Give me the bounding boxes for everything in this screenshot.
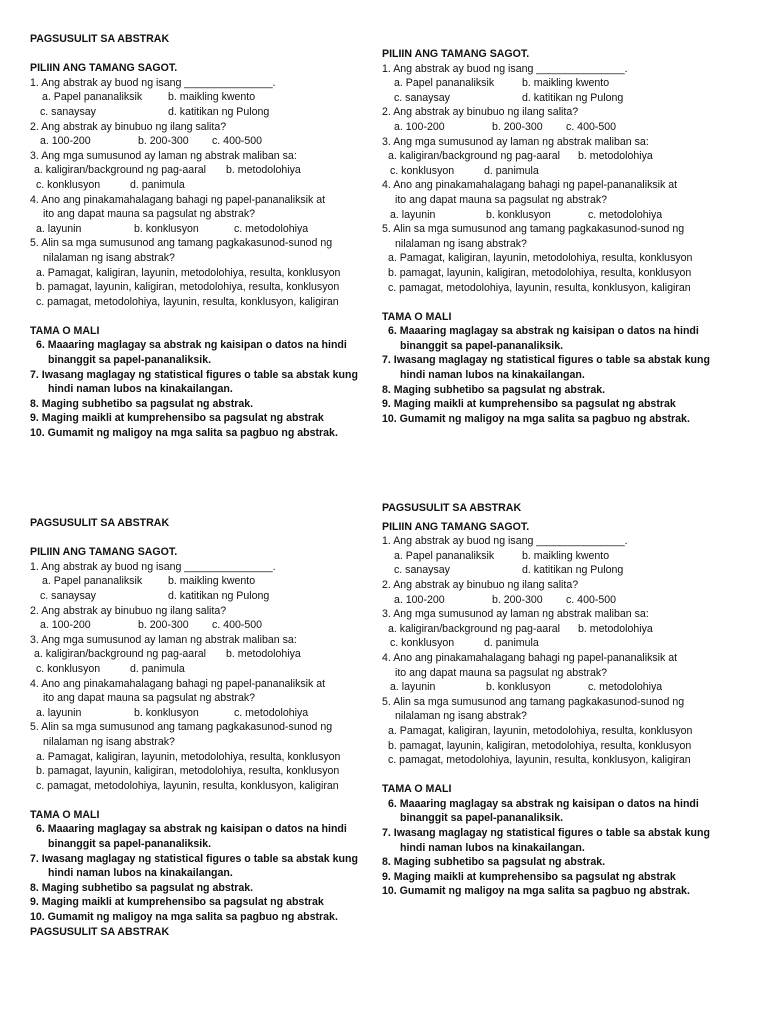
quiz-title-trailing: PAGSUSULIT SA ABSTRAK — [30, 925, 170, 938]
tf-statement-7-continued: hindi naman lubos na kinakailangan. — [48, 867, 233, 880]
option: a. layunin — [390, 681, 436, 694]
question-1: 1. Ang abstrak ay buod ng isang _______________. — [30, 76, 276, 89]
option: c. konklusyon — [390, 637, 455, 650]
option: b. maikling kwento — [522, 77, 610, 90]
quiz-title: PAGSUSULIT SA ABSTRAK — [382, 502, 522, 514]
question-4: 4. Ano ang pinakamahalagang bahagi ng papel-pananaliksik at — [30, 193, 326, 206]
question-3: 3. Ang mga sumusunod ay laman ng abstrak maliban sa: — [30, 149, 297, 162]
question-3-options-row2 — [382, 636, 732, 651]
question-1-options-row1 — [30, 90, 380, 105]
option: c. metodolohiya — [588, 208, 663, 221]
quiz-top-right — [382, 47, 732, 426]
option: c. konklusyon — [36, 662, 101, 675]
option: c. metodolohiya — [234, 222, 309, 235]
question-4: 4. Ano ang pinakamahalagang bahagi ng papel-pananaliksik at — [30, 677, 326, 690]
question-4-continued: ito ang dapat mauna sa pagsulat ng abstrak? — [395, 666, 608, 679]
question-1: 1. Ang abstrak ay buod ng isang _______________. — [30, 560, 276, 573]
option: a. kaligiran/background ng pag-aaral — [34, 648, 206, 661]
option: c. konklusyon — [390, 164, 455, 177]
tf-statement-6: 6. Maaaring maglagay sa abstrak ng kaisipan o datos na hindi — [36, 823, 347, 836]
question-4-options — [382, 680, 732, 695]
option: c. sanaysay — [40, 105, 96, 118]
question-3-options-row1 — [30, 647, 380, 662]
tf-statement-7: 7. Iwasang maglagay ng statistical figures o table sa abstak kung — [382, 354, 710, 367]
question-1-options-row2 — [382, 563, 732, 578]
question-1-options-row1 — [30, 574, 380, 589]
option: c. metodolohiya — [234, 706, 309, 719]
option: c. 400-500 — [212, 619, 263, 632]
question-5: 5. Alin sa mga sumusunod ang tamang pagkakasunod-sunod ng — [382, 223, 685, 236]
option: b. pamagat, layunin, kaligiran, metodolohiya, resulta, konklusyon — [388, 739, 692, 752]
question-1-options-row1 — [382, 76, 732, 91]
option: c. 400-500 — [566, 593, 617, 606]
tf-statement-7: 7. Iwasang maglagay ng statistical figures o table sa abstak kung — [382, 827, 710, 840]
option: a. layunin — [36, 222, 82, 235]
option: a. 100-200 — [394, 120, 445, 133]
section-true-false: TAMA O MALI — [30, 324, 100, 337]
quiz-title: PAGSUSULIT SA ABSTRAK — [30, 33, 170, 45]
tf-statement-8: 8. Maging subhetibo sa pagsulat ng abstrak. — [30, 397, 254, 410]
quiz-top-left — [30, 32, 380, 441]
tf-statement-9: 9. Maging maikli at kumprehensibo sa pagsulat ng abstrak — [382, 870, 676, 883]
tf-statement-7-continued: hindi naman lubos na kinakailangan. — [400, 369, 585, 382]
option: d. panimula — [484, 637, 539, 650]
option: c. sanaysay — [394, 564, 450, 577]
tf-statement-6-continued: binanggit sa papel-pananaliksik. — [400, 812, 564, 825]
question-3: 3. Ang mga sumusunod ay laman ng abstrak maliban sa: — [382, 608, 649, 621]
option: b. konklusyon — [486, 208, 551, 221]
question-3-options-row1 — [30, 163, 380, 178]
question-1-options-row2 — [30, 589, 380, 604]
question-3-options-row2 — [30, 662, 380, 677]
question-1-options-row2 — [382, 91, 732, 106]
question-4: 4. Ano ang pinakamahalagang bahagi ng papel-pananaliksik at — [382, 179, 678, 192]
option: a. kaligiran/background ng pag-aaral — [34, 164, 206, 177]
section-multiple-choice: PILIIN ANG TAMANG SAGOT. — [382, 520, 530, 533]
tf-statement-6-continued: binanggit sa papel-pananaliksik. — [48, 838, 212, 851]
tf-statement-9: 9. Maging maikli at kumprehensibo sa pagsulat ng abstrak — [382, 398, 676, 411]
option: b. pamagat, layunin, kaligiran, metodolohiya, resulta, konklusyon — [388, 266, 692, 279]
option: b. konklusyon — [134, 222, 199, 235]
tf-statement-6: 6. Maaaring maglagay sa abstrak ng kaisipan o datos na hindi — [36, 339, 347, 352]
option: b. metodolohiya — [578, 150, 653, 163]
option: b. konklusyon — [134, 706, 199, 719]
option: d. katitikan ng Pulong — [168, 105, 270, 118]
section-multiple-choice: PILIIN ANG TAMANG SAGOT. — [30, 546, 178, 559]
question-3-options-row2 — [30, 178, 380, 193]
question-3-options-row1 — [382, 149, 732, 164]
section-true-false: TAMA O MALI — [382, 310, 452, 323]
question-4-options — [30, 222, 380, 237]
option: a. 100-200 — [40, 619, 91, 632]
question-5: 5. Alin sa mga sumusunod ang tamang pagkakasunod-sunod ng — [30, 721, 333, 734]
option: c. metodolohiya — [588, 681, 663, 694]
option: b. 200-300 — [138, 135, 189, 148]
quiz-title: PAGSUSULIT SA ABSTRAK — [30, 517, 170, 529]
question-2-options — [30, 618, 380, 633]
tf-statement-9: 9. Maging maikli at kumprehensibo sa pagsulat ng abstrak — [30, 896, 324, 909]
option: a. kaligiran/background ng pag-aaral — [388, 150, 560, 163]
tf-statement-10: 10. Gumamit ng maligoy na mga salita sa pagbuo ng abstrak. — [30, 911, 338, 924]
option: a. 100-200 — [394, 593, 445, 606]
option: a. Pamagat, kaligiran, layunin, metodolohiya, resulta, konklusyon — [36, 750, 341, 763]
option: a. layunin — [390, 208, 436, 221]
question-5-continued: nilalaman ng isang abstrak? — [395, 237, 527, 250]
tf-statement-7-continued: hindi naman lubos na kinakailangan. — [48, 383, 233, 396]
question-1-options-row2 — [30, 105, 380, 120]
option: a. Pamagat, kaligiran, layunin, metodolohiya, resulta, konklusyon — [388, 724, 693, 737]
question-4-options — [30, 706, 380, 721]
question-1: 1. Ang abstrak ay buod ng isang _______________. — [382, 535, 628, 548]
quiz-bottom-right — [382, 501, 732, 899]
question-2: 2. Ang abstrak ay binubuo ng ilang salita? — [382, 106, 579, 119]
section-true-false: TAMA O MALI — [30, 808, 100, 821]
option: a. Papel pananaliksik — [42, 91, 143, 104]
option: a. Papel pananaliksik — [394, 549, 495, 562]
option: c. pamagat, metodolohiya, layunin, resulta, konklusyon, kaligiran — [388, 754, 691, 767]
option: b. pamagat, layunin, kaligiran, metodolohiya, resulta, konklusyon — [36, 281, 340, 294]
option: a. kaligiran/background ng pag-aaral — [388, 622, 560, 635]
question-5-continued: nilalaman ng isang abstrak? — [395, 710, 527, 723]
question-2: 2. Ang abstrak ay binubuo ng ilang salita? — [30, 120, 227, 133]
tf-statement-10: 10. Gumamit ng maligoy na mga salita sa pagbuo ng abstrak. — [382, 885, 690, 898]
question-5-continued: nilalaman ng isang abstrak? — [43, 251, 175, 264]
question-2-options — [382, 593, 732, 608]
question-5-continued: nilalaman ng isang abstrak? — [43, 735, 175, 748]
option: a. Papel pananaliksik — [394, 77, 495, 90]
tf-statement-8: 8. Maging subhetibo sa pagsulat ng abstrak. — [30, 881, 254, 894]
option: a. layunin — [36, 706, 82, 719]
question-2: 2. Ang abstrak ay binubuo ng ilang salita? — [30, 604, 227, 617]
question-2-options — [30, 134, 380, 149]
option: c. sanaysay — [394, 91, 450, 104]
tf-statement-10: 10. Gumamit ng maligoy na mga salita sa pagbuo ng abstrak. — [30, 427, 338, 440]
option: b. 200-300 — [492, 120, 543, 133]
option: d. katitikan ng Pulong — [522, 91, 624, 104]
option: b. 200-300 — [492, 593, 543, 606]
option: b. maikling kwento — [522, 549, 610, 562]
tf-statement-8: 8. Maging subhetibo sa pagsulat ng abstrak. — [382, 856, 606, 869]
option: b. 200-300 — [138, 619, 189, 632]
question-4-continued: ito ang dapat mauna sa pagsulat ng abstrak? — [395, 193, 608, 206]
quiz-bottom-left — [30, 516, 380, 939]
tf-statement-6-continued: binanggit sa papel-pananaliksik. — [48, 354, 212, 367]
option: a. Papel pananaliksik — [42, 575, 143, 588]
option: d. panimula — [130, 662, 185, 675]
question-1-options-row1 — [382, 549, 732, 564]
question-4: 4. Ano ang pinakamahalagang bahagi ng papel-pananaliksik at — [382, 651, 678, 664]
question-3: 3. Ang mga sumusunod ay laman ng abstrak maliban sa: — [30, 633, 297, 646]
tf-statement-6: 6. Maaaring maglagay sa abstrak ng kaisipan o datos na hindi — [388, 797, 699, 810]
tf-statement-10: 10. Gumamit ng maligoy na mga salita sa pagbuo ng abstrak. — [382, 412, 690, 425]
option: c. sanaysay — [40, 589, 96, 602]
option: d. katitikan ng Pulong — [522, 564, 624, 577]
option: b. konklusyon — [486, 681, 551, 694]
tf-statement-7-continued: hindi naman lubos na kinakailangan. — [400, 841, 585, 854]
question-3-options-row1 — [382, 622, 732, 637]
option: d. katitikan ng Pulong — [168, 589, 270, 602]
option: b. metodolohiya — [226, 164, 301, 177]
question-5: 5. Alin sa mga sumusunod ang tamang pagkakasunod-sunod ng — [30, 237, 333, 250]
question-5: 5. Alin sa mga sumusunod ang tamang pagkakasunod-sunod ng — [382, 695, 685, 708]
option: d. panimula — [130, 178, 185, 191]
option: a. Pamagat, kaligiran, layunin, metodolohiya, resulta, konklusyon — [388, 252, 693, 265]
option: c. 400-500 — [212, 135, 263, 148]
question-3: 3. Ang mga sumusunod ay laman ng abstrak maliban sa: — [382, 135, 649, 148]
question-4-continued: ito ang dapat mauna sa pagsulat ng abstrak? — [43, 692, 256, 705]
option: b. maikling kwento — [168, 91, 256, 104]
question-1: 1. Ang abstrak ay buod ng isang _______________. — [382, 62, 628, 75]
option: c. 400-500 — [566, 120, 617, 133]
option: d. panimula — [484, 164, 539, 177]
option: c. pamagat, metodolohiya, layunin, resulta, konklusyon, kaligiran — [36, 295, 339, 308]
question-2: 2. Ang abstrak ay binubuo ng ilang salita? — [382, 578, 579, 591]
tf-statement-7: 7. Iwasang maglagay ng statistical figures o table sa abstak kung — [30, 852, 358, 865]
section-multiple-choice: PILIIN ANG TAMANG SAGOT. — [382, 48, 530, 60]
question-2-options — [382, 120, 732, 135]
option: b. pamagat, layunin, kaligiran, metodolohiya, resulta, konklusyon — [36, 765, 340, 778]
section-multiple-choice: PILIIN ANG TAMANG SAGOT. — [30, 62, 178, 75]
option: b. metodolohiya — [226, 648, 301, 661]
tf-statement-8: 8. Maging subhetibo sa pagsulat ng abstrak. — [382, 383, 606, 396]
tf-statement-9: 9. Maging maikli at kumprehensibo sa pagsulat ng abstrak — [30, 412, 324, 425]
question-4-continued: ito ang dapat mauna sa pagsulat ng abstrak? — [43, 208, 256, 221]
option: a. 100-200 — [40, 135, 91, 148]
tf-statement-6-continued: binanggit sa papel-pananaliksik. — [400, 339, 564, 352]
tf-statement-7: 7. Iwasang maglagay ng statistical figures o table sa abstak kung — [30, 368, 358, 381]
option: b. maikling kwento — [168, 575, 256, 588]
question-4-options — [382, 208, 732, 223]
option: b. metodolohiya — [578, 622, 653, 635]
option: a. Pamagat, kaligiran, layunin, metodolohiya, resulta, konklusyon — [36, 266, 341, 279]
option: c. konklusyon — [36, 178, 101, 191]
option: c. pamagat, metodolohiya, layunin, resulta, konklusyon, kaligiran — [36, 779, 339, 792]
section-true-false: TAMA O MALI — [382, 783, 452, 796]
option: c. pamagat, metodolohiya, layunin, resulta, konklusyon, kaligiran — [388, 281, 691, 294]
question-3-options-row2 — [382, 164, 732, 179]
tf-statement-6: 6. Maaaring maglagay sa abstrak ng kaisipan o datos na hindi — [388, 325, 699, 338]
